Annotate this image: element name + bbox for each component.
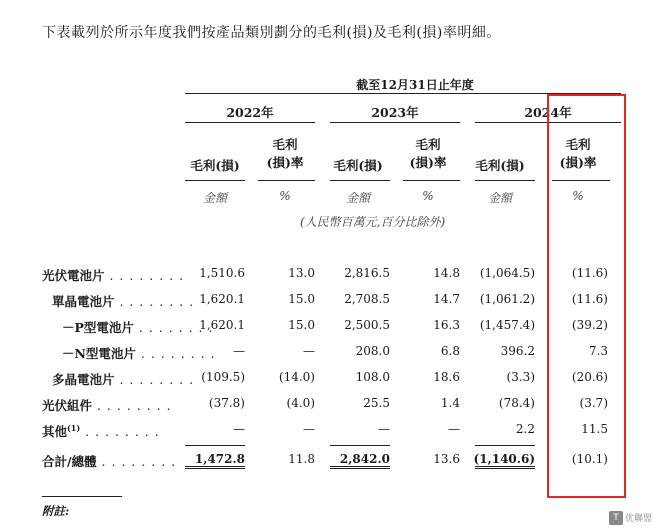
table-cell: 25.5 [363,396,390,410]
unit-pct-2024: % [572,189,584,203]
table-cell: 13.0 [288,266,315,280]
table-cell: 108.0 [355,370,390,384]
table-cell: 6.8 [440,344,460,358]
table-cell: — [303,344,315,358]
total-rule [185,445,245,446]
table-cell: — [233,344,245,358]
row-label [42,452,176,470]
total-rule [330,445,390,446]
footnote-label: 附註: [42,504,70,518]
total-double-rule [185,468,245,469]
year-rule-2023 [330,122,460,123]
col-rule [185,180,245,181]
col-rule [330,180,390,181]
unit-amount-2024: 金額 [487,191,512,205]
col-margin-2022 [253,136,317,172]
table-cell: (39.2) [571,318,608,332]
row-label-text: 單晶電池片 [52,294,115,309]
table-cell: (11.6) [571,266,608,280]
table-cell: — [303,422,315,436]
total-double-rule [475,468,535,469]
total-rule [475,445,535,446]
table-cell: 1,620.1 [199,318,245,332]
table-cell: 2,708.5 [344,292,390,306]
table-cell: 14.8 [433,266,460,280]
leader-dots: . . . . . . . . [135,346,216,361]
table-cell: (3.3) [506,370,535,384]
footnote-rule [42,496,122,497]
row-label-text: 其他 [42,424,68,439]
table-cell: (20.6) [571,370,608,384]
watermark-logo [609,511,652,526]
table-cell: (11.6) [571,292,608,306]
currency-note: (人民幣百萬元,百分比除外) [300,215,446,229]
col-rule [258,180,315,181]
row-label-text: 光伏組件 [42,398,93,413]
leader-dots: . . . . . . . . [133,320,214,335]
unit-amount-2023: 金額 [345,191,370,205]
leader-dots: . . . . . . . . [114,372,195,387]
row-label [42,396,172,414]
row-label [62,344,216,362]
watermark-text: 优聯盟 [624,513,652,524]
unit-pct-2023: % [422,189,434,203]
table-cell: 2,816.5 [344,266,390,280]
total-double-rule [330,468,390,469]
table-cell: 2,842.0 [339,452,390,466]
row-label [62,318,213,336]
period-header: 截至12月31日止年度 [356,78,474,92]
table-cell: — [448,422,460,436]
table-cell: (4.0) [286,396,315,410]
leader-dots: . . . . . . . . [80,424,160,439]
table-cell: 11.8 [288,452,315,466]
year-2022: 2022年 [226,105,274,120]
highlight-box [547,94,626,498]
total-double-rule [330,466,390,467]
unit-amount-2022: 金額 [202,191,227,205]
table-cell: — [378,422,390,436]
table-cell: (1,457.4) [479,318,535,332]
table-cell: (3.7) [579,396,608,410]
col-margin-2023-line1: 毛利 [415,137,441,152]
table-cell: (37.8) [208,396,245,410]
table-cell: (1,061.2) [479,292,535,306]
intro-text: 下表載列於所示年度我們按產品類別劃分的毛利(損)及毛利(損)率明細。 [42,25,501,41]
col-margin-2022-line2: (損)率 [266,155,304,170]
leader-dots: . . . . . . . . [114,294,195,309]
table-cell: (10.1) [571,452,608,466]
col-margin-2023-line2: (損)率 [409,155,447,170]
col-profit-2022: 毛利(損) [190,158,240,173]
table-cell: 14.7 [433,292,460,306]
col-margin-2024-line1: 毛利 [565,137,591,152]
footnote-ref: (1) [67,422,81,433]
table-cell: (78.4) [498,396,535,410]
table-cell: 2.2 [515,422,535,436]
table-cell: 2,500.5 [344,318,390,332]
table-cell: 1.4 [440,396,460,410]
col-profit-2023: 毛利(損) [333,158,383,173]
leader-dots: . . . . . . . . [104,268,185,283]
table-cell: 13.6 [433,452,460,466]
table-cell: 1,620.1 [199,292,245,306]
row-label [52,370,194,388]
table-cell: (109.5) [201,370,245,384]
total-double-rule [475,466,535,467]
col-rule [475,180,535,181]
row-label [52,292,194,310]
year-rule-2022 [185,122,315,123]
table-cell: 16.3 [433,318,460,332]
row-label-text: 光伏電池片 [42,268,105,283]
table-cell: 15.0 [288,292,315,306]
leader-dots: . . . . . . . . [96,454,177,469]
year-2023: 2023年 [371,105,419,120]
table-cell: 7.3 [588,344,608,358]
col-margin-2024-line2: (損)率 [559,155,597,170]
col-margin-2023 [396,136,460,172]
table-cell: 18.6 [433,370,460,384]
table-cell: (1,064.5) [479,266,535,280]
table-cell: 396.2 [500,344,535,358]
table-cell: 1,510.6 [199,266,245,280]
table-cell: 11.5 [581,422,608,436]
row-label [42,266,184,284]
table-cell: (1,140.6) [473,452,535,466]
unit-pct-2022: % [279,189,291,203]
table-cell: (14.0) [278,370,315,384]
row-label-text: 多晶電池片 [52,372,115,387]
row-label-text: －P型電池片 [62,320,134,335]
row-label [42,422,160,440]
col-rule [403,180,460,181]
table-cell: 208.0 [355,344,390,358]
row-label-text: 合計/總體 [42,454,97,469]
table-cell: — [233,422,245,436]
year-2024: 2024年 [524,105,572,120]
table-cell: 1,472.8 [194,452,245,466]
col-margin-2022-line1: 毛利 [272,137,298,152]
logo-icon: T [609,511,623,525]
row-label-text: －N型電池片 [62,346,136,361]
table-cell: 15.0 [288,318,315,332]
total-double-rule [185,466,245,467]
col-profit-2024: 毛利(損) [475,158,525,173]
leader-dots: . . . . . . . . [92,398,172,413]
